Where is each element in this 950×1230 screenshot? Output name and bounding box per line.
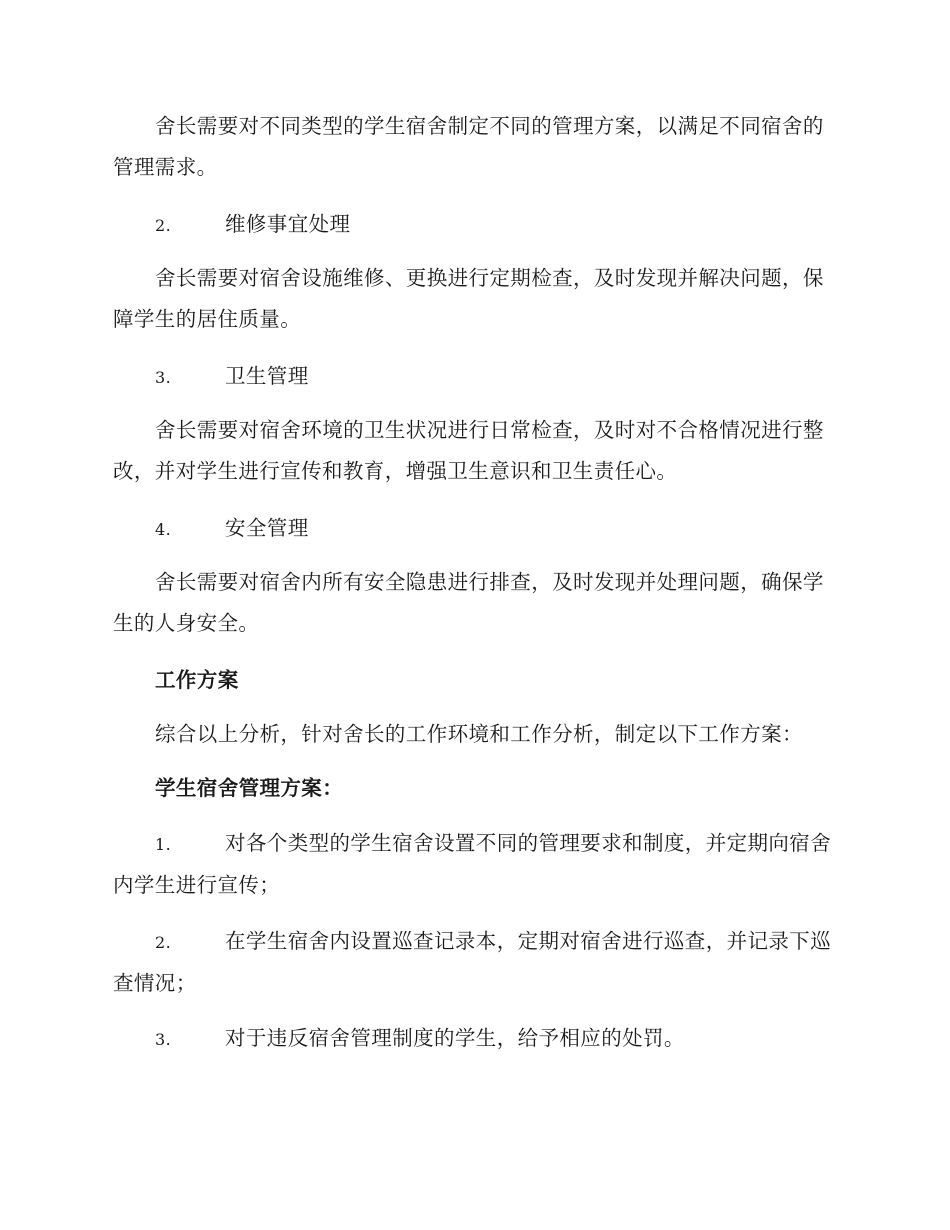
list-number: 3. xyxy=(155,368,172,387)
paragraph-safety: 舍长需要对宿舍内所有安全隐患进行排查，及时发现并处理问题，确保学生的人身安全。 xyxy=(113,570,824,635)
paragraph-hygiene: 舍长需要对宿舍环境的卫生状况进行日常检查，及时对不合格情况进行整改，并对学生进行宣传和教育，增强卫生意识和卫生责任心。 xyxy=(113,418,824,483)
list-item-text: 在学生宿舍内设置巡查记录本，定期对宿舍进行巡查，并记录下巡查情况； xyxy=(113,929,832,995)
paragraph-dorm-plans: 舍长需要对不同类型的学生宿舍制定不同的管理方案，以满足不同宿舍的管理需求。 xyxy=(113,114,824,179)
list-number: 4. xyxy=(155,520,172,539)
list-number: 2. xyxy=(155,216,172,235)
list-item xyxy=(113,921,837,1004)
heading-work-plan: 工作方案 xyxy=(155,668,239,692)
list-item-label: 安全管理 xyxy=(225,516,309,540)
list-item-text: 对各个类型的学生宿舍设置不同的管理要求和制度，并定期向宿舍内学生进行宣传； xyxy=(113,831,832,897)
list-item-label: 维修事宜处理 xyxy=(225,212,351,236)
list-number: 1. xyxy=(155,835,172,854)
list-item-text: 对于违反宿舍管理制度的学生，给予相应的处罚。 xyxy=(225,1026,685,1050)
list-item-safety xyxy=(113,508,837,550)
list-item-repair xyxy=(113,204,837,246)
list-number: 2. xyxy=(155,933,172,952)
list-number: 3. xyxy=(155,1030,172,1049)
list-item xyxy=(113,1018,837,1060)
list-item xyxy=(113,823,837,906)
paragraph-repair: 舍长需要对宿舍设施维修、更换进行定期检查，及时发现并解决问题，保障学生的居住质量。 xyxy=(113,266,824,331)
paragraph-work-intro: 综合以上分析，针对舍长的工作环境和工作分析，制定以下工作方案： xyxy=(155,722,803,746)
list-item-label: 卫生管理 xyxy=(225,364,309,388)
heading-dorm-plan: 学生宿舍管理方案： xyxy=(155,776,344,800)
list-item-hygiene xyxy=(113,356,837,398)
